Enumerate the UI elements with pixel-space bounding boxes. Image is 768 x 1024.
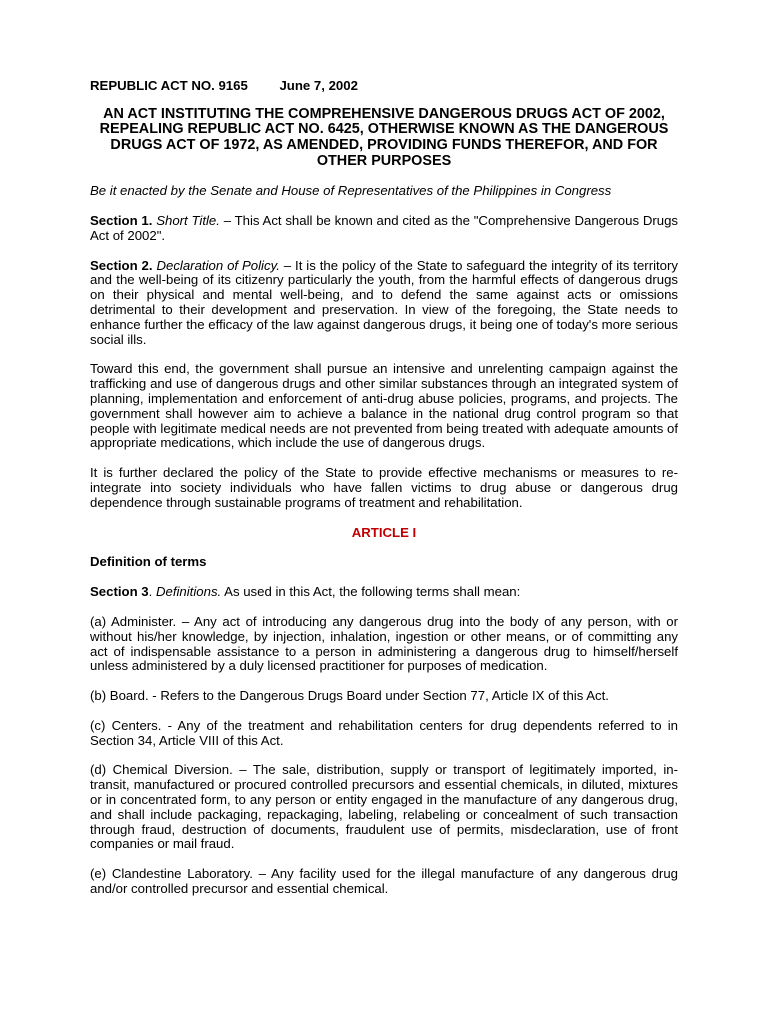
section-2-title: Declaration of Policy. — [156, 257, 280, 273]
section-3-number: Section 3 — [90, 584, 149, 600]
section-2-paragraph-2: Toward this end, the government shall pursue an intensive and unrelenting campaign against the trafficking and use of dangerous drugs and other similar substances through an integrated system of planning, implementation and enforcement of anti-drug abuse policies, programs, and projects. The government shall however aim to achieve a balance in the national drug control program so that people with legitimate medical needs are not prevented from being treated with adequate amounts of appropriate medications, which include the use of dangerous drugs. — [90, 361, 678, 451]
act-header — [90, 79, 678, 94]
section-2-text: – It is the policy of the State to safeguard the integrity of its territory and the well-being of its citizenry particularly the youth, from the harmful effects of dangerous drugs on their physical and mental well-being, and to defend the same against acts or omissions detrimental to their development and preservation. In view of the foregoing, the State needs to enhance further the efficacy of the law against dangerous drugs, it being one of today's more serious social ills. — [90, 257, 678, 347]
section-1-number: Section 1. — [90, 212, 153, 228]
act-number: REPUBLIC ACT NO. 9165 — [90, 78, 248, 93]
act-date: June 7, 2002 — [279, 78, 358, 93]
definition-centers: (c) Centers. - Any of the treatment and rehabilitation centers for drug dependents referred to in Section 34, Article VIII of this Act. — [90, 717, 678, 748]
definition-administer: (a) Administer. – Any act of introducing any dangerous drug into the body of any person, with or without his/her knowledge, by injection, inhalation, ingestion or other means, or of committing any act of indispensable assistance to a person in administering a dangerous drug to himself/herself unless administered by a duly licensed practitioner for purposes of medication. — [90, 613, 678, 674]
section-3-separator: . — [148, 584, 156, 600]
article-subheading: Definition of terms — [90, 554, 207, 570]
definition-clandestine-laboratory: (e) Clandestine Laboratory. – Any facility used for the illegal manufacture of any dangerous drug and/or controlled precursor and essential chemical. — [90, 866, 678, 897]
definition-board: (b) Board. - Refers to the Dangerous Drugs Board under Section 77, Article IX of this Act. — [90, 688, 609, 704]
act-title: AN ACT INSTITUTING THE COMPREHENSIVE DANGEROUS DRUGS ACT OF 2002, REPEALING REPUBLIC ACT NO. 6425, OTHERWISE KNOWN AS THE DANGEROUS DRUGS ACT OF 1972, AS AMENDED, PROVIDING FUNDS THEREFOR, AND FOR OTHER PURPOSES — [99, 105, 669, 169]
section-2 — [90, 259, 678, 348]
enacting-clause: Be it enacted by the Senate and House of Representatives of the Philippines in Congress — [90, 183, 612, 199]
definition-chemical-diversion: (d) Chemical Diversion. – The sale, distribution, supply or transport of legitimately imported, in-transit, manufactured or procured controlled precursors and essential chemicals, in diluted, mixtures or in concentrated form, to any person or entity engaged in the manufacture of any dangerous drug, and shall include packaging, repackaging, labeling, relabeling or concealment of such transaction through fraud, destruction of documents, fraudulent use of permits, misdeclaration, use of front companies or mail fraud. — [90, 762, 678, 852]
section-1-title: Short Title. — [156, 212, 220, 228]
section-2-number: Section 2. — [90, 257, 153, 273]
section-3-text: As used in this Act, the following terms shall mean: — [221, 584, 521, 600]
article-heading: ARTICLE I — [351, 524, 417, 540]
section-2-paragraph-3: It is further declared the policy of the State to provide effective mechanisms or measures to re-integrate into society individuals who have fallen victims to drug abuse or dangerous drug dependence through sustainable programs of treatment and rehabilitation. — [90, 465, 678, 510]
section-1-text: – This Act shall be known and cited as the "Comprehensive Dangerous Drugs Act of 2002". — [90, 212, 678, 243]
section-1 — [90, 214, 678, 244]
section-3 — [90, 585, 678, 600]
section-3-title: Definitions. — [155, 584, 222, 600]
